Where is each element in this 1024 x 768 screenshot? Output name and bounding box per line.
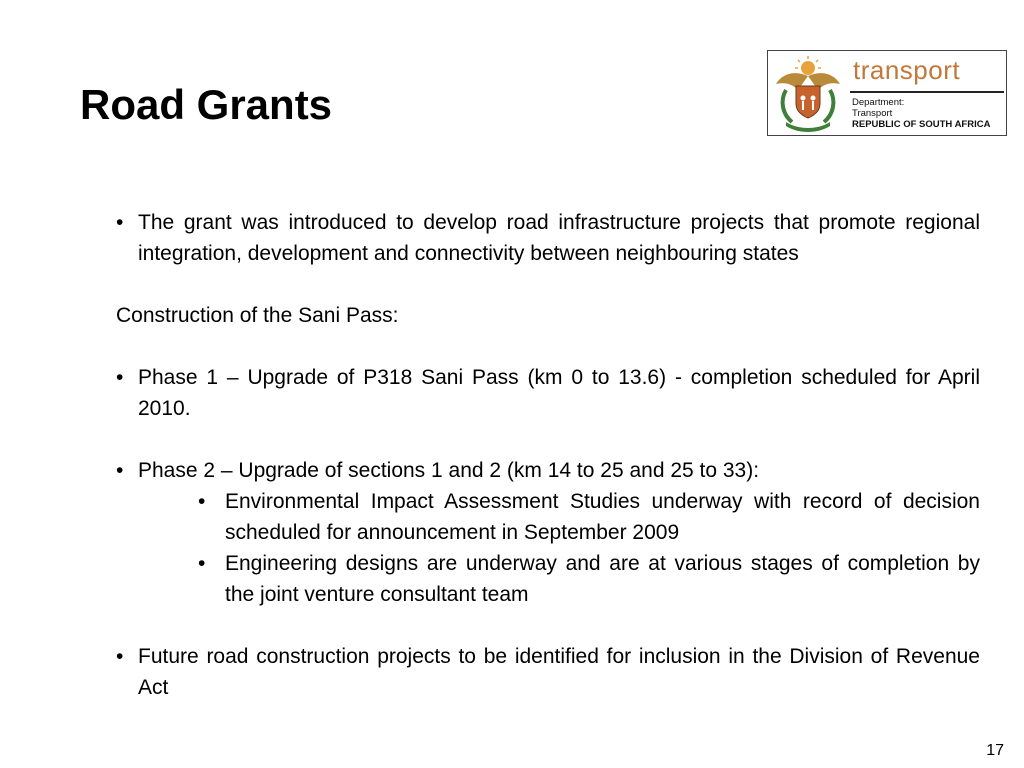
bullet-marker: • xyxy=(198,490,206,513)
bullet-text: Phase 2 – Upgrade of sections 1 and 2 (km 14 to 25 and 25 to 33): xyxy=(138,459,760,482)
bullet-marker: • xyxy=(116,366,124,389)
bullet-marker: • xyxy=(116,459,124,482)
slide-body xyxy=(116,207,980,703)
logo-department-label: Department: xyxy=(852,97,905,108)
logo-divider xyxy=(850,91,1004,93)
department-logo xyxy=(767,50,1007,136)
logo-wordmark: transport xyxy=(853,55,961,85)
coat-of-arms-icon xyxy=(772,54,844,134)
bullet-phase-1 xyxy=(116,362,980,424)
sub-bullet-eia xyxy=(198,486,980,548)
bullet-phase-2 xyxy=(116,455,980,486)
page-number: 17 xyxy=(986,742,1004,759)
bullet-marker: • xyxy=(198,552,206,575)
bullet-intro xyxy=(116,207,980,269)
sub-bullet-text: Environmental Impact Assessment Studies underway with record of decision scheduled for announcement in September 2009 xyxy=(225,490,980,544)
sub-bullet-text: Engineering designs are underway and are at various stages of completion by the joint venture consultant team xyxy=(225,552,980,606)
section-heading: Construction of the Sani Pass: xyxy=(116,304,399,327)
logo-country: REPUBLIC OF SOUTH AFRICA xyxy=(852,119,991,130)
bullet-text: Future road construction projects to be identified for inclusion in the Division of Revenue Act xyxy=(138,645,980,699)
logo-department-name: Transport xyxy=(852,108,893,119)
bullet-marker: • xyxy=(116,645,124,668)
sub-bullet-engineering xyxy=(198,548,980,610)
bullet-text: The grant was introduced to develop road infrastructure projects that promote regional integration, development and connectivity between neighbouring states xyxy=(138,211,980,265)
bullet-text: Phase 1 – Upgrade of P318 Sani Pass (km 0 to 13.6) - completion scheduled for April 2010. xyxy=(138,366,980,420)
slide-title: Road Grants xyxy=(80,81,333,128)
bullet-marker: • xyxy=(116,211,124,234)
bullet-future xyxy=(116,641,980,703)
